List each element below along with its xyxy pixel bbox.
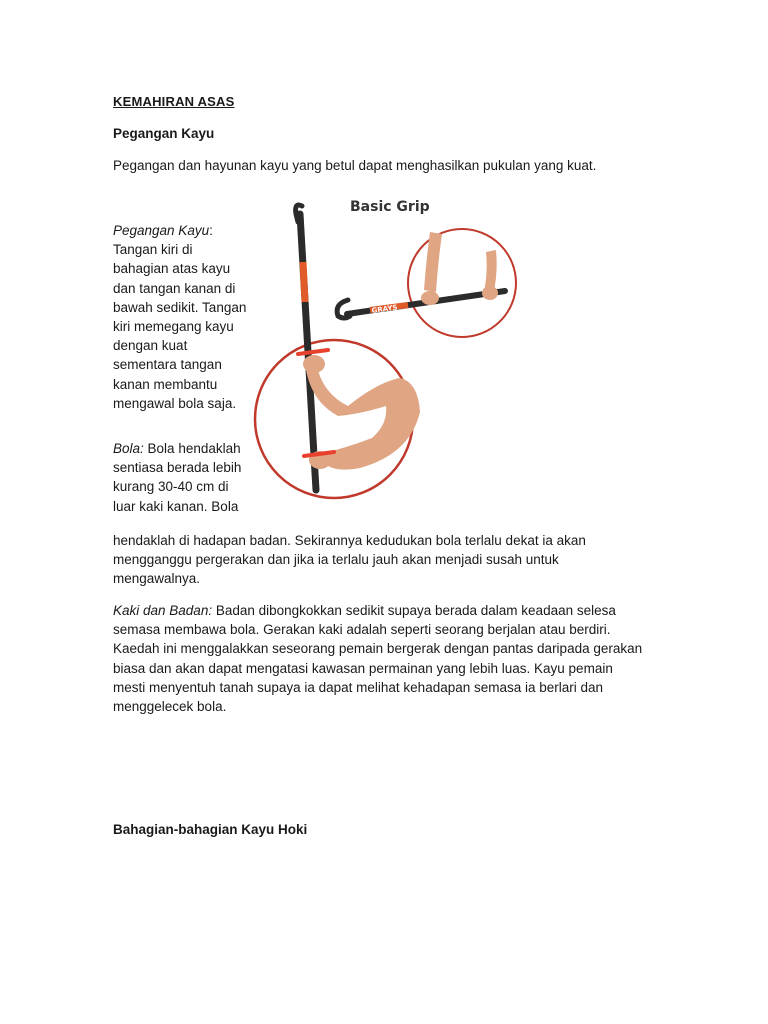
- small-detail-circle: [408, 229, 516, 337]
- body-label: Kaki dan Badan:: [113, 603, 213, 618]
- body-text: Badan dibongkokkan sedikit supaya berada dalam keadaan selesa semasa membawa bola. Gerakan kaki adalah seperti seorang berjalan atau berdiri. Kaedah ini menggalakkan seseorang pemain bergerak dengan pantas daripada gerakan biasa dan akan dapat mengatasi kawasan permainan yang lebih luas. Kayu pemain mesti menyentuh tanah supaya ia dapat melihat kehadapan semasa ia berlari dan menggelecek bola.: [113, 603, 643, 715]
- ball-paragraph-continued: [113, 531, 643, 589]
- intro-text: Pegangan dan hayunan kayu yang betul dapat menghasilkan pukulan yang kuat.: [113, 158, 597, 173]
- grip-paragraph: [113, 221, 249, 413]
- ball-paragraph-top: [113, 439, 253, 516]
- body-paragraph: [113, 601, 643, 716]
- ball-text-narrow: Bola hendaklah sentiasa berada lebih kurang 30-40 cm di luar kaki kanan. Bola: [113, 441, 242, 514]
- document-title: KEMAHIRAN ASAS: [113, 94, 235, 109]
- grip-label: Pegangan Kayu: [113, 223, 210, 238]
- section-heading-grip: Pegangan Kayu: [113, 126, 215, 141]
- stick-brand-label: GRAYS: [371, 303, 399, 315]
- ball-text-wide: hendaklah di hadapan badan. Sekirannya kedudukan bola terlalu dekat ia akan mengganggu pergerakan dan jika ia terlalu jauh akan menjadi susah untuk mengawalnya.: [113, 533, 586, 587]
- intro-paragraph: [113, 156, 673, 175]
- section-heading-stick-parts: Bahagian-bahagian Kayu Hoki: [113, 822, 308, 837]
- figure-caption: Basic Grip: [350, 199, 430, 215]
- grip-text: Tangan kiri di bahagian atas kayu dan tangan kanan di bawah sedikit. Tangan kiri memegang kayu dengan kuat sementara tangan kanan membantu mengawal bola saja.: [113, 242, 247, 411]
- basic-grip-figure: [250, 192, 520, 510]
- basic-grip-illustration: [250, 192, 520, 510]
- ball-label: Bola:: [113, 441, 144, 456]
- grip-colon: :: [209, 223, 213, 238]
